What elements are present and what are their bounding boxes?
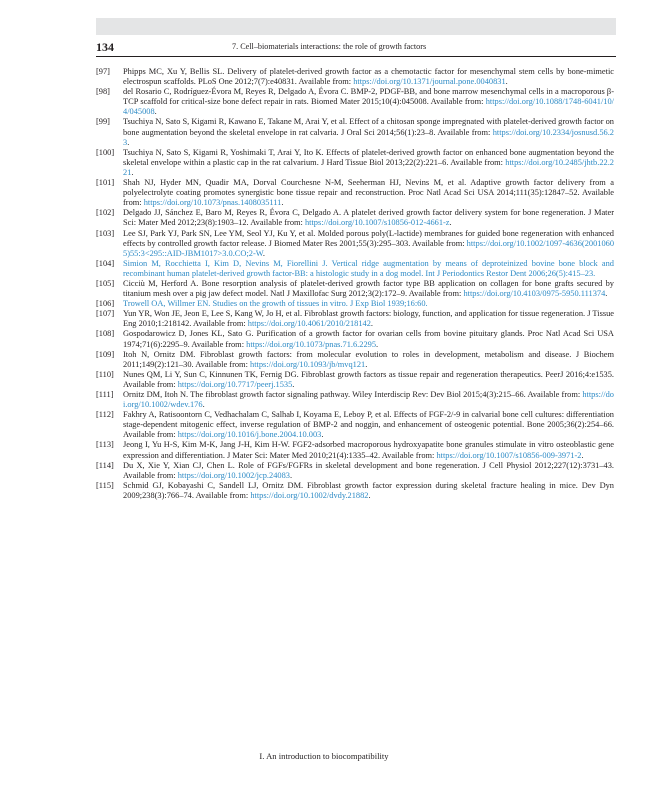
reference-number: [114] [96, 460, 114, 470]
reference-list [96, 67, 614, 501]
reference-end-punctuation: . [605, 289, 608, 299]
reference-item [96, 410, 614, 440]
reference-end-punctuation: . [202, 400, 205, 410]
doi-link[interactable]: https://doi.org/10.1088/1748-6041/10/4/045008 [123, 97, 614, 117]
reference-end-punctuation: . [321, 430, 324, 440]
reference-number: [108] [96, 329, 115, 339]
doi-link[interactable]: https://doi.org/10.1002/wdev.176 [123, 390, 614, 410]
reference-end-punctuation: . [289, 470, 293, 480]
reference-number: [115] [96, 480, 114, 490]
reference-text: Tsuchiya N, Sato S, Kigami R, Yoshimaki T, Arai Y, Ito K. Effects of platelet-derived growth factor on enhanced bone augmentation beyond the skeletal envelope within a plastic cap in the rat calvarium. J Hard Tissue Biol 2013;22(2):221–6. Available from: [123, 147, 614, 167]
reference-item [96, 440, 614, 460]
page-header [96, 38, 616, 57]
reference-number: [97] [96, 67, 110, 76]
reference-number: [106] [96, 299, 115, 309]
reference-text: Trowell OA, Willmer EN. Studies on the growth of tissues in vitro. J Exp Biol 1939;16:60. [123, 299, 428, 309]
reference-end-punctuation: . [127, 137, 130, 147]
reference-item [96, 148, 614, 178]
reference-text: Simion M, Rocchietta I, Kim D, Nevins M, Fiorellini J. Vertical ridge augmentation by means of deproteinized bovine bone block and recombinant human platelet-derived growth factor-BB: a histologic study in a dog model. Int J Periodontics Restor Dent 2006;26(5):415–23. [123, 258, 614, 278]
reference-item [96, 461, 614, 481]
doi-link[interactable]: https://doi.org/10.4103/0975-5950.111374 [463, 289, 606, 299]
reference-item [96, 67, 614, 87]
reference-text: Schmid GJ, Kobayashi C, Sandell LJ, Ornitz DM. Fibroblast growth factor expression during skeletal fracture healing in mice. Dev Dyn 2009;238(3):766–74. Available from: [123, 480, 614, 500]
reference-number: [110] [96, 369, 114, 379]
reference-number: [105] [96, 278, 115, 288]
reference-text: Jeong I, Yu H-S, Kim M-K, Jang J-H, Kim H-W. FGF2-adsorbed macroporous hydroxyapatite bone granules stimulate in vitro osteoblastic gene expression and differentiation. J Mater Sci: Mater Med 2010;21(4):1335–42. Available from: [123, 440, 614, 460]
reference-number: [107] [96, 309, 115, 319]
doi-link[interactable]: https://doi.org/10.1002/1097-4636(20010605)55:3<295::AID-JBM1017>3.0.CO;2-W [123, 238, 615, 258]
reference-end-punctuation: . [581, 450, 584, 460]
reference-end-punctuation: . [376, 339, 379, 349]
reference-text: Cicciù M, Herford A. Bone resorption analysis of platelet-derived growth factor type BB application on collagen for bone grafts secured by titanium mesh over a pig jaw defect model. Natl J Maxillofac Surg 2012;3(2):172–9. Available from: [123, 278, 614, 299]
reference-item [96, 329, 614, 349]
reference-item [96, 299, 614, 309]
doi-link[interactable]: https://doi.org/10.1007/s10856-012-4661-z [304, 218, 450, 228]
doi-link[interactable]: https://doi.org/10.2485/jhtb.22.221 [123, 157, 614, 177]
reference-end-punctuation: . [449, 218, 452, 228]
reference-number: [109] [96, 349, 115, 359]
doi-link[interactable]: https://doi.org/10.1073/pnas.1408035111 [143, 198, 282, 208]
reference-number: [112] [96, 410, 114, 420]
reference-number: [101] [96, 178, 115, 188]
reference-item [96, 390, 614, 410]
doi-link[interactable]: https://doi.org/10.4061/2010/218142 [247, 319, 371, 329]
reference-text: Shah NJ, Hyder MN, Quadir MA, Dorval Courchesne N-M, Seeherman HJ, Nevins M, et al. Adaptive growth factor delivery from a polyelectrolyte coating promotes synergistic bone tissue repair and reconstruction. Proc Natl Acad Sci USA 2014;111(35):12847–52. Available from: [123, 178, 614, 208]
reference-end-punctuation: . [505, 77, 508, 87]
reference-item [96, 87, 614, 117]
doi-link[interactable]: https://doi.org/10.1016/j.bone.2004.10.003 [177, 430, 322, 440]
reference-number: [104] [96, 258, 115, 268]
doi-link[interactable]: https://doi.org/10.1002/dvdy.21882 [250, 490, 369, 500]
reference-text: Phipps MC, Xu Y, Bellis SL. Delivery of platelet-derived growth factor as a chemotactic factor for mesenchymal stem cells by bone-mimetic electrospun scaffolds. PLoS One 2012;7(7):e40831. Available from: [123, 67, 614, 87]
reference-text: Yun YR, Won JE, Jeon E, Lee S, Kang W, Jo H, et al. Fibroblast growth factors: biology, function, and application for tissue regeneration. J Tissue Eng 2010;1:218142. Available from: [123, 309, 614, 329]
reference-item [96, 481, 614, 501]
reference-text: Gospodarowicz D, Jones KL, Sato G. Purification of a growth factor for ovarian cells from bovine pituitary glands. Proc Natl Acad Sci USA 1974;71(6):2295–9. Available from: [123, 329, 614, 349]
reference-text: Lee SJ, Park YJ, Park SN, Lee YM, Seol YJ, Ku Y, et al. Molded porous poly(L-lactide) membranes for guided bone regeneration with enhanced effects by controlled growth factor release. J Biomed Mater Res 2001;55(3):295–303. Available from: [123, 228, 614, 248]
reference-text: Delgado JJ, Sánchez E, Baro M, Reyes R, Évora C, Delgado A. A platelet derived growth factor delivery system for bone regeneration. J Mater Sci: Mater Med 2012;23(8):1903–12. Available from: [123, 208, 614, 228]
reference-item [96, 259, 614, 279]
reference-end-punctuation: . [365, 359, 368, 369]
running-head: 7. Cell–biomaterials interactions: the role of growth factors [232, 42, 427, 51]
doi-link[interactable]: https://doi.org/10.1002/jcp.24083 [177, 470, 290, 480]
doi-link[interactable]: https://doi.org/10.1007/s10856-009-3971-2 [436, 450, 582, 460]
reference-number: [100] [96, 147, 115, 157]
reference-item [96, 229, 614, 259]
reference-text: Fakhry A, Ratisoontorn C, Vedhachalam C, Salhab I, Koyama E, Leboy P, et al. Effects of FGF-2/-9 in calvarial bone cell cultures: differentiation stage-dependent mitogenic effect, inverse regulation of BMP-2 and noggin, and enhancement of osteogenic potential. Bone 2005;36(2):254–66. Available from: [123, 410, 614, 440]
reference-number: [103] [96, 228, 115, 238]
reference-end-punctuation: . [368, 490, 371, 500]
reference-end-punctuation: . [131, 167, 134, 177]
reference-item [96, 208, 614, 228]
reference-number: [99] [96, 117, 110, 127]
doi-link[interactable]: https://doi.org/10.1073/pnas.71.6.2295 [246, 339, 377, 349]
reference-item [96, 350, 614, 370]
doi-link[interactable]: https://doi.org/10.7717/peerj.1535 [177, 379, 293, 389]
reference-text: Tsuchiya N, Sato S, Kigami R, Kawano E, Takane M, Arai Y, et al. Effect of a chitosan sponge impregnated with platelet-derived growth factor on bone augmentation beyond the skeletal envelope in rat calvaria. J Oral Sci 2014;56(1):23–8. Available from: [123, 117, 614, 137]
reference-end-punctuation: . [262, 248, 265, 258]
reference-number: [98] [96, 87, 110, 97]
reference-end-punctuation: . [370, 319, 374, 329]
reference-text: Du X, Xie Y, Xian CJ, Chen L. Role of FGFs/FGFRs in skeletal development and bone regeneration. J Cell Physiol 2012;227(12):3731–43. Available from: [123, 460, 614, 480]
header-band [96, 18, 616, 35]
reference-number: [113] [96, 440, 114, 450]
reference-text: del Rosario C, Rodríguez-Évora M, Reyes R, Delgado A, Évora C. BMP-2, PDGF-BB, and bone marrow mesenchymal cells in a macroporous β-TCP scaffold for critical-size bone defect repair in rats. Biomed Mater 2015;10(4):045008. Available from: [123, 87, 614, 107]
page-footer: I. An introduction to biocompatibility [259, 751, 389, 761]
reference-item [96, 279, 614, 299]
reference-end-punctuation: . [292, 379, 295, 389]
reference-end-punctuation: . [154, 107, 157, 117]
reference-end-punctuation: . [281, 198, 284, 208]
reference-item [96, 117, 614, 147]
doi-link[interactable]: https://doi.org/10.2334/josnusd.56.23 [123, 127, 614, 147]
reference-item [96, 370, 614, 390]
reference-text: Itoh N, Ornitz DM. Fibroblast growth factors: from molecular evolution to roles in development, metabolism and disease. J Biochem 2011;149(2):121–30. Available from: [123, 349, 614, 369]
page-number: 134 [96, 40, 114, 54]
doi-link[interactable]: https://doi.org/10.1371/journal.pone.0040831 [353, 77, 506, 87]
reference-number: [111] [96, 390, 114, 399]
reference-item [96, 178, 614, 208]
doi-link[interactable]: https://doi.org/10.1093/jb/mvq121 [250, 359, 366, 369]
reference-text: Ornitz DM, Itoh N. The fibroblast growth factor signaling pathway. Wiley Interdiscip Rev: Dev Biol 2015;4(3):215–66. Available from: [123, 390, 583, 399]
reference-number: [102] [96, 208, 115, 218]
reference-item [96, 309, 614, 329]
reference-text: Nunes QM, Li Y, Sun C, Kinnunen TK, Fernig DG. Fibroblast growth factors as tissue repair and regeneration therapeutics. PeerJ 2016;4:e1535. Available from: [123, 369, 614, 389]
